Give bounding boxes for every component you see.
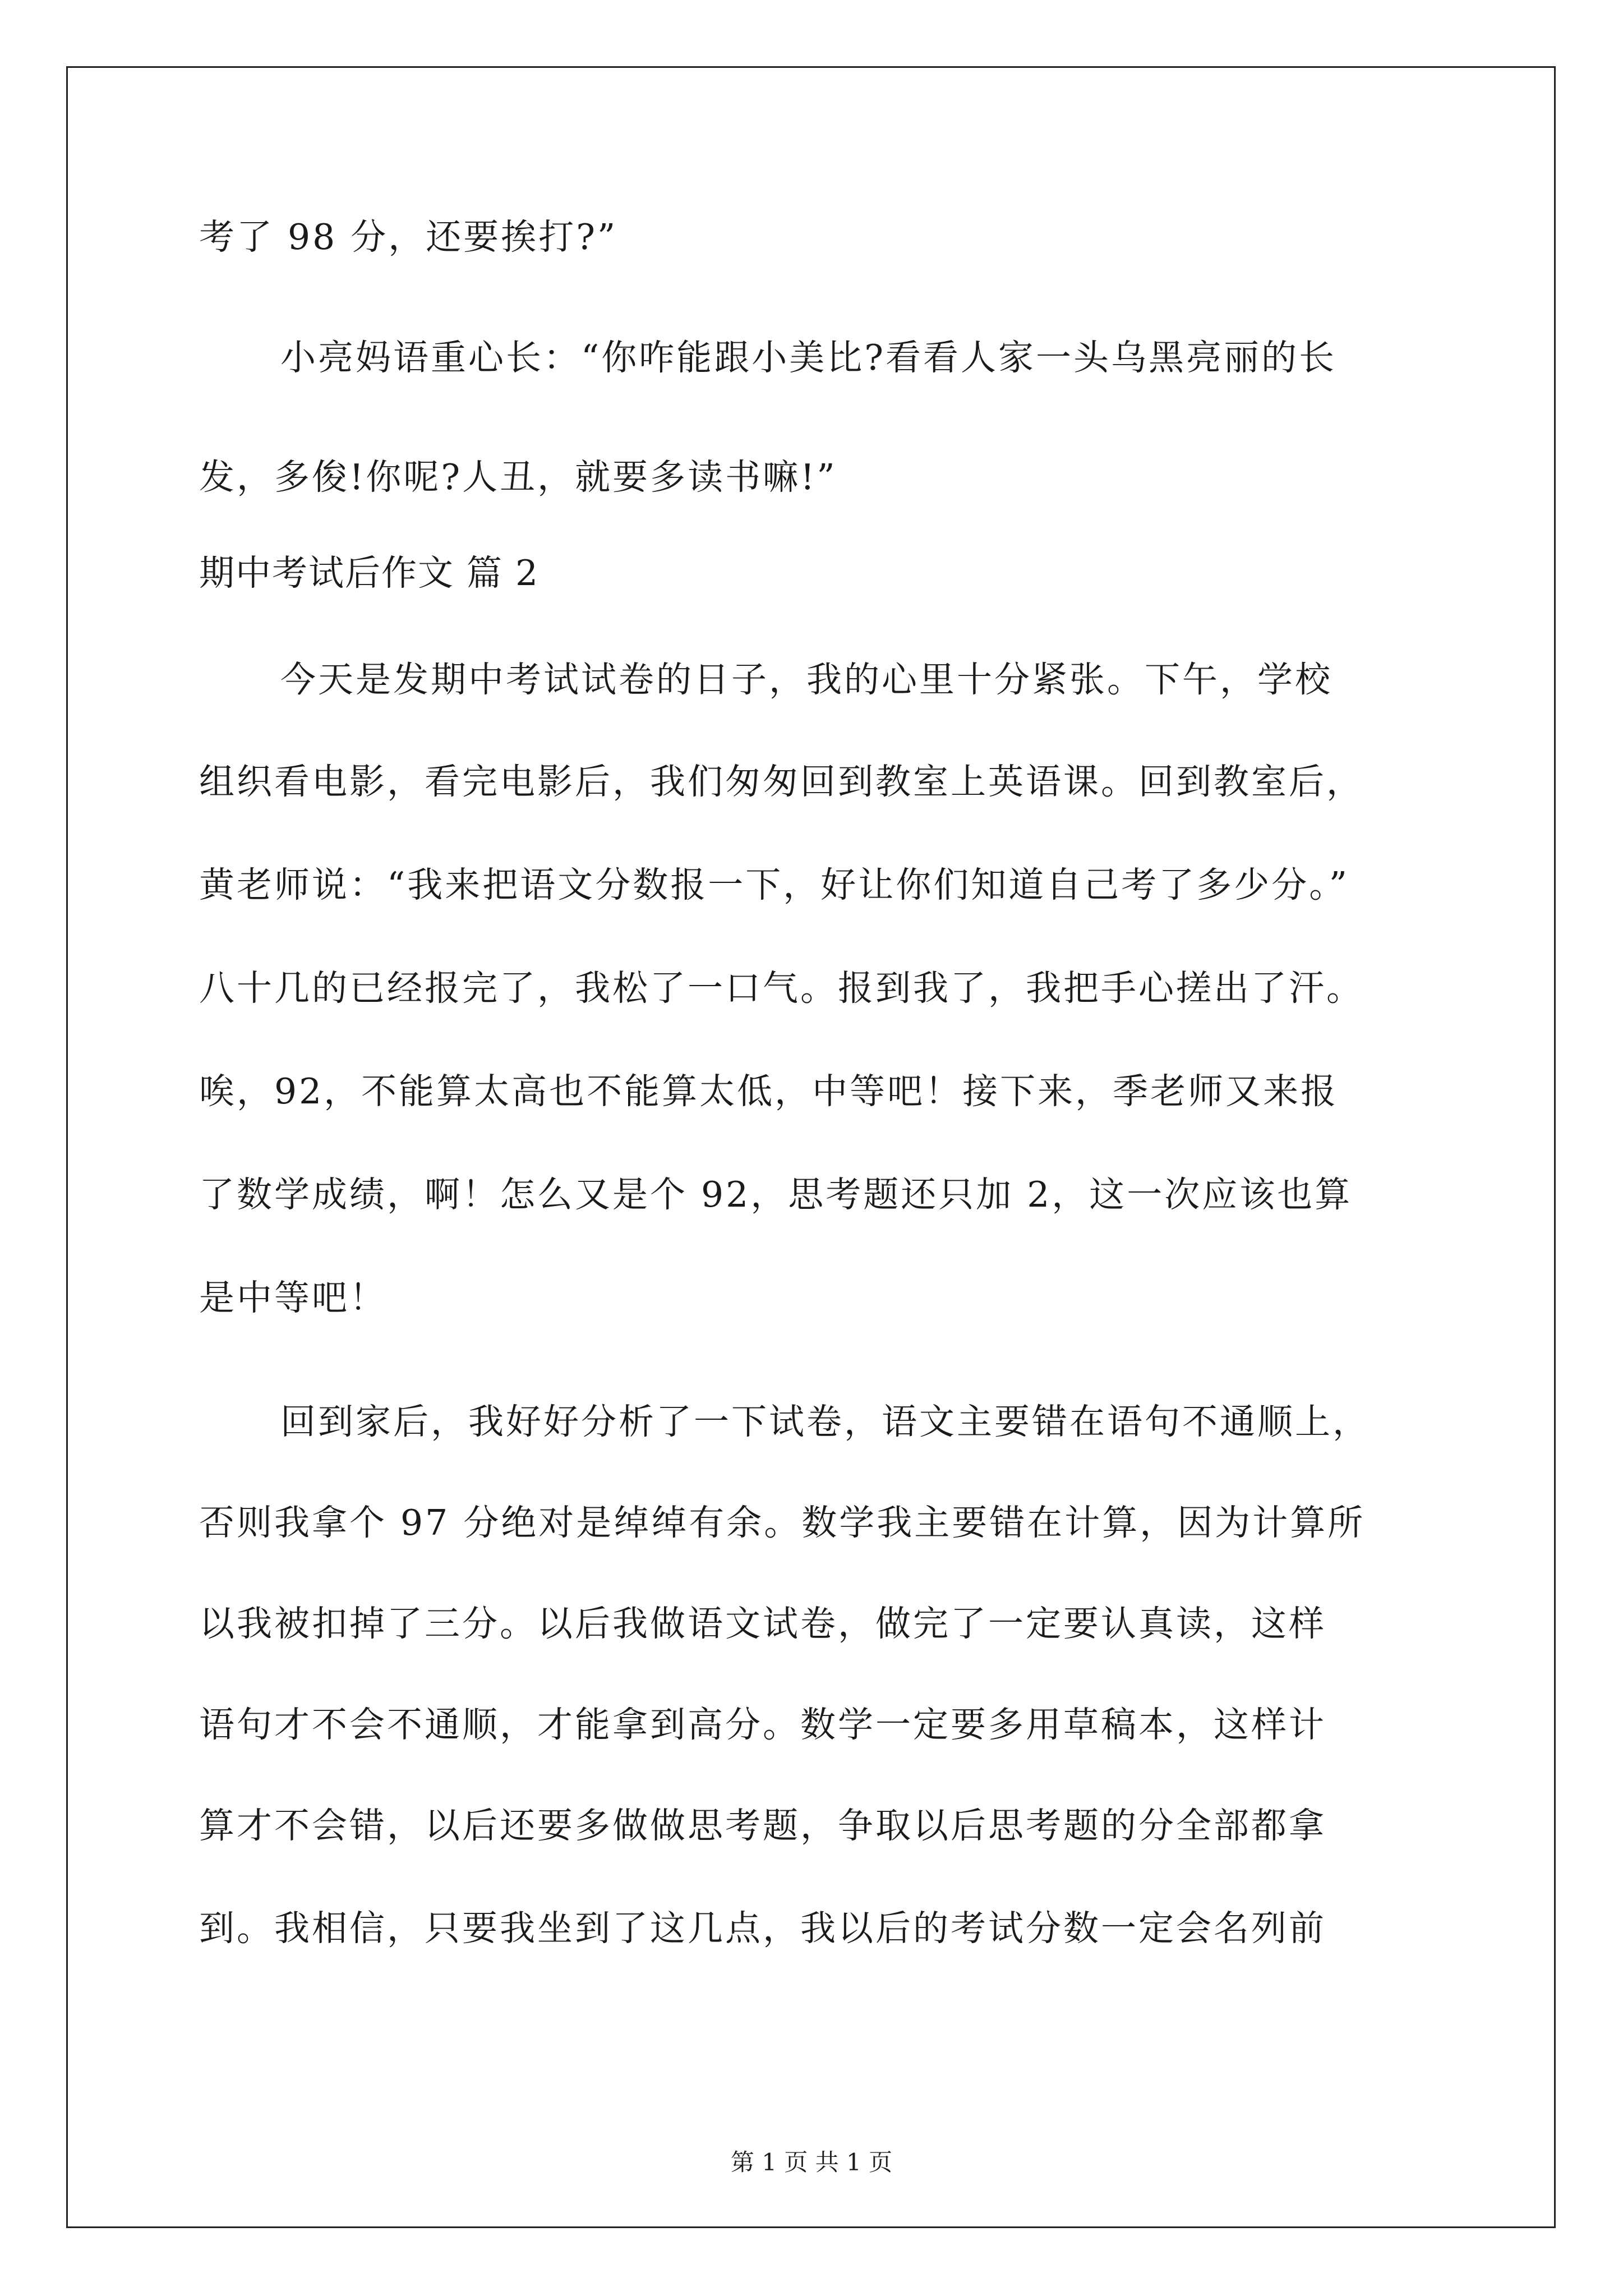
- text-line: 以我被扣掉了三分。以后我做语文试卷，做完了一定要认真读，这样: [199, 1603, 1326, 1644]
- text-line: 算才不会错，以后还要多做做思考题，争取以后思考题的分全部都拿: [199, 1805, 1326, 1846]
- text-line: 是中等吧！: [199, 1277, 387, 1318]
- text-line: 回到家后，我好好分析了一下试卷，语文主要错在语句不通顺上，: [280, 1401, 1370, 1442]
- text-line: 到。我相信，只要我坐到了这几点，我以后的考试分数一定会名列前: [199, 1908, 1326, 1949]
- text-line: 否则我拿个 97 分绝对是绰绰有余。数学我主要错在计算，因为计算所: [199, 1502, 1366, 1543]
- text-line: 组织看电影，看完电影后，我们匆匆回到教室上英语课。回到教室后，: [199, 761, 1364, 802]
- page-number-footer: 第 1 页 共 1 页: [730, 2148, 893, 2176]
- text-line: 考了 98 分，还要挨打?”: [199, 217, 618, 257]
- text-line: 黄老师说：“我来把语文分数报一下，好让你们知道自己考了多少分。”: [199, 864, 1349, 905]
- text-line: 语句才不会不通顺，才能拿到高分。数学一定要多用草稿本，这样计: [199, 1704, 1326, 1745]
- text-line: 今天是发期中考试试卷的日子，我的心里十分紧张。下午，学校: [280, 659, 1332, 700]
- section-heading: 期中考试后作文 篇 2: [199, 553, 540, 593]
- text-line: 小亮妈语重心长：“你咋能跟小美比?看看人家一头乌黑亮丽的长: [280, 337, 1336, 378]
- text-line: 了数学成绩，啊！怎么又是个 92，思考题还只加 2，这一次应该也算: [199, 1174, 1353, 1215]
- text-line: 八十几的已经报完了，我松了一口气。报到我了，我把手心搓出了汗。: [199, 968, 1364, 1009]
- text-line: 发，多俊!你呢?人丑，就要多读书嘛!”: [199, 457, 837, 498]
- text-line: 唉，92，不能算太高也不能算太低，中等吧！接下来，季老师又来报: [199, 1071, 1339, 1112]
- page-border: [66, 66, 1556, 2228]
